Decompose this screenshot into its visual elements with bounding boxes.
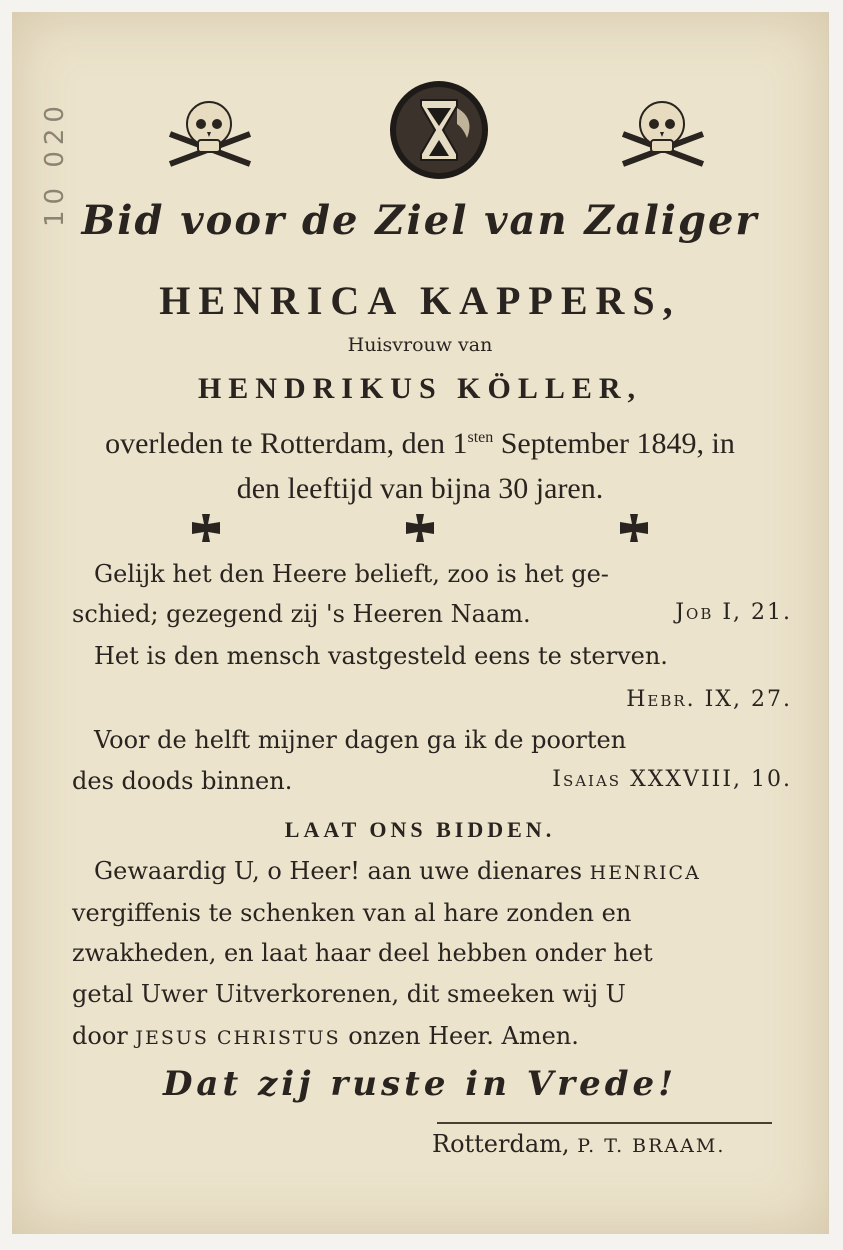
- cross-pattee-icon: [618, 512, 650, 544]
- verse-3-reference: Isaias XXXVIII, 10.: [552, 767, 792, 792]
- relation-label: Huisvrouw van: [347, 334, 493, 356]
- prayer-line-5: [72, 1022, 792, 1050]
- cross-pattee-icon: [404, 512, 436, 544]
- cross-pattee-icon: [190, 512, 222, 544]
- imprint-place: Rotterdam,: [432, 1130, 570, 1158]
- prayer-heading: LAAT ONS BIDDEN.: [284, 817, 556, 842]
- prayer-card: [12, 12, 829, 1234]
- prayer-line-2: vergiffenis te schenken van al hare zonden en: [72, 899, 632, 927]
- prayer-line-1-text: Gewaardig U, o Heer! aan uwe dienares: [94, 857, 583, 885]
- card-heading: Bid voor de Ziel van Zaliger: [81, 197, 759, 244]
- verse-3-line-1: Voor de helft mijner dagen ga ik de poorten: [94, 726, 627, 754]
- verse-1-line-1: Gelijk het den Heere belieft, zoo is het ge-: [94, 560, 609, 588]
- verse-1-line-2: [72, 600, 792, 628]
- prayer-line-3: zwakheden, en laat haar deel hebben onder het: [72, 939, 653, 967]
- hourglass-medallion-icon: [387, 78, 491, 182]
- printer-imprint: [432, 1130, 725, 1158]
- deceased-name: HENRICA KAPPERS,: [159, 278, 681, 323]
- verse-2-reference: [72, 684, 792, 712]
- prayer-name: HENRICA: [589, 862, 701, 884]
- ordinal-suffix: sten: [467, 429, 494, 446]
- verse-3-line-2: [72, 767, 792, 795]
- death-line-end: September 1849, in: [493, 427, 735, 460]
- prayer-line-5-start: door: [72, 1022, 128, 1050]
- skull-crossbones-icon: [615, 94, 710, 179]
- death-line: [12, 427, 828, 461]
- closing-blessing: Dat zij ruste in Vrede!: [162, 1064, 678, 1104]
- prayer-line-4: getal Uwer Uitverkorenen, dit smeeken wij U: [72, 980, 626, 1008]
- prayer-line-1: [94, 857, 814, 885]
- divider-rule: [437, 1122, 772, 1124]
- verse-2-reference-text: Hebr. IX, 27.: [626, 687, 792, 712]
- verse-1-reference: Job I, 21.: [675, 600, 792, 625]
- age-line: den leeftijd van bijna 30 jaren.: [236, 472, 604, 505]
- handwritten-number: 10 020: [40, 100, 70, 227]
- prayer-holy-name: JESUS CHRISTUS: [135, 1027, 341, 1049]
- imprint-printer: P. T. BRAAM.: [577, 1135, 726, 1157]
- verse-1-text: schied; gezegend zij 's Heeren Naam.: [72, 600, 531, 628]
- death-line-start: overleden te Rotterdam, den 1: [105, 427, 468, 460]
- skull-crossbones-icon: [162, 94, 257, 179]
- verse-3-text: des doods binnen.: [72, 767, 293, 795]
- husband-name: HENDRIKUS KÖLLER,: [197, 372, 643, 405]
- verse-2-line-1: Het is den mensch vastgesteld eens te sterven.: [94, 642, 668, 670]
- prayer-line-5-end: onzen Heer. Amen.: [348, 1022, 579, 1050]
